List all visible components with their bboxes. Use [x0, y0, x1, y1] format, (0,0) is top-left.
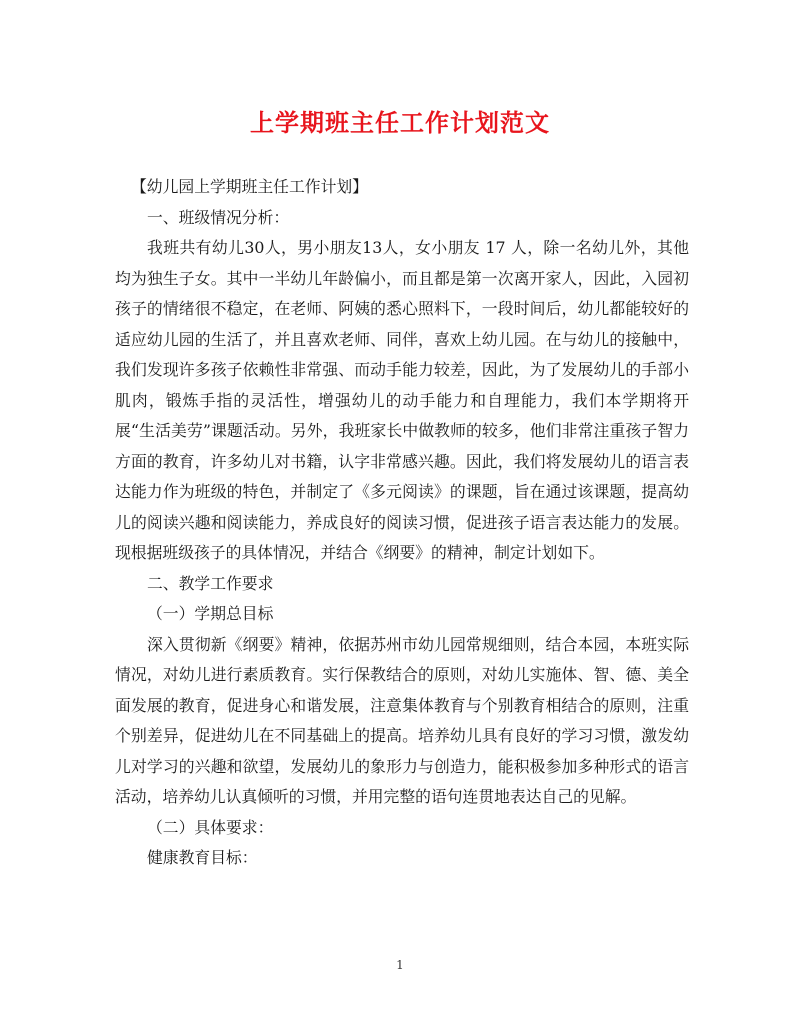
subsection-2-heading: （二）具体要求： [147, 817, 274, 837]
semester-goal-paragraph: 深入贯彻新《纲要》精神，依据苏州市幼儿园常规细则，结合本园，本班实际情况，对幼儿进行素质教育。实行保教结合的原则，对幼儿实施体、智、德、美全面发展的教育，促进身心和谐发展，注意集体教育与个别教育相结合的原则，注重个别差异，促进幼儿在不同基础上的提高。培养幼儿具有良好的学习习惯，激发幼儿对学习的兴趣和欲望，发展幼儿的象形力与创造力，能积极参加多种形式的语言活动，培养幼儿认真倾听的习惯，并用完整的语句连贯地表达自己的见解。 [115, 634, 689, 806]
page-number: 1 [396, 958, 404, 972]
health-education-heading: 健康教育目标： [147, 848, 258, 867]
section-2-heading: 二、教学工作要求 [147, 573, 274, 593]
document-title: 上学期班主任工作计划范文 [250, 108, 550, 137]
section-1-heading: 一、班级情况分析： [147, 207, 290, 227]
document-body [115, 172, 689, 874]
subsection-1-heading: （一）学期总目标 [147, 604, 274, 623]
class-situation-paragraph: 我班共有幼儿30人，男小朋友13人，女小朋友 17 人，除一名幼儿外，其他均为独生子女。其中一半幼儿年龄偏小，而且都是第一次离开家人，因此，入园初孩子的情绪很不稳定，在老师、阿姨的悉心照料下，一段时间后，幼儿都能较好的适应幼儿园的生活了，并且喜欢老师、同伴，喜欢上幼儿园。在与幼儿的接触中，我们发现许多孩子依赖性非常强、而动手能力较差，因此，为了发展幼儿的手部小肌肉，锻炼手指的灵活性，增强幼儿的动手能力和自理能力，我们本学期将开展“生活美劳”课题活动。另外，我班家长中做教师的较多，他们非常注重孩子智力方面的教育，许多幼儿对书籍，认字非常感兴趣。因此，我们将发展幼儿的语言表达能力作为班级的特色，并制定了《多元阅读》的课题，旨在通过该课题，提高幼儿的阅读兴趣和阅读能力，养成良好的阅读习惯，促进孩子语言表达能力的发展。现根据班级孩子的具体情况，并结合《纲要》的精神，制定计划如下。 [115, 238, 689, 562]
section-intro-heading: 【幼儿园上学期班主任工作计划】 [131, 177, 368, 196]
